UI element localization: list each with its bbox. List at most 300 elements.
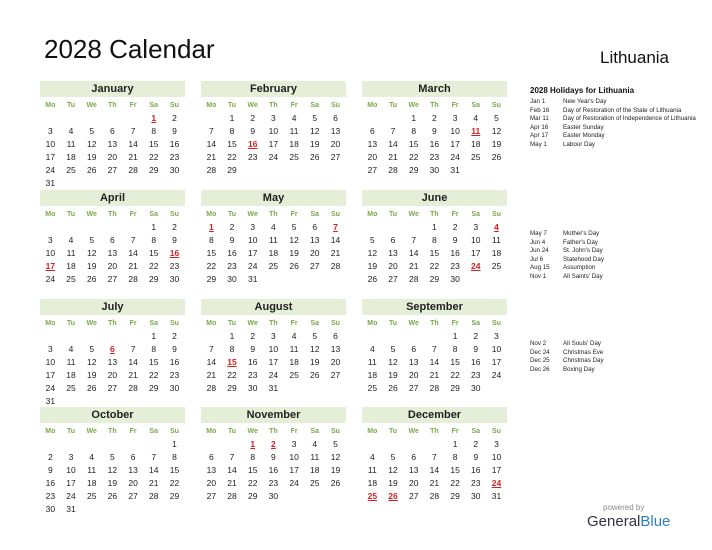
day-cell: 21 <box>429 370 440 381</box>
holiday-date: Apr 17 <box>530 132 549 140</box>
day-cell: 6 <box>110 235 115 246</box>
day-cell: 31 <box>268 383 279 394</box>
day-cell <box>61 112 82 125</box>
holiday-date: Nov 2 <box>530 340 547 347</box>
day-cell: 7 <box>130 344 136 355</box>
weekday-label: Sa <box>310 428 320 435</box>
month-april <box>40 190 185 286</box>
day-cell: 21 <box>408 261 419 272</box>
day-cell: 15 <box>429 248 440 259</box>
day-cell: 12 <box>388 465 398 476</box>
day-cell: 9 <box>473 344 479 355</box>
day-cell: 25 <box>471 152 481 163</box>
weekday-row <box>201 425 346 438</box>
holiday-date: Dec 26 <box>530 365 550 373</box>
holiday-day-cell: 2 <box>271 439 276 449</box>
month-march <box>362 81 507 177</box>
day-cell: 27 <box>206 491 217 502</box>
day-cell: 17 <box>45 152 56 163</box>
holiday-item <box>530 230 700 239</box>
day-cell: 9 <box>473 452 479 463</box>
day-cell: 31 <box>491 491 502 502</box>
day-cell <box>123 112 144 125</box>
powered-by-text: powered by <box>603 503 645 512</box>
day-cell: 8 <box>452 452 458 463</box>
weekday-label: Sa <box>310 211 320 218</box>
day-cell: 27 <box>408 383 419 394</box>
week-row <box>362 343 507 356</box>
day-cell: 25 <box>367 383 378 394</box>
day-cell: 18 <box>471 139 481 150</box>
day-cell <box>284 164 305 177</box>
day-cell: 18 <box>310 465 320 476</box>
weekday-label: Tu <box>67 428 76 435</box>
holiday-name: Labour Day <box>563 140 595 148</box>
day-cell: 11 <box>66 139 76 150</box>
day-cell <box>325 490 346 503</box>
day-cell: 29 <box>169 491 180 502</box>
week-row <box>362 464 507 477</box>
day-cell: 22 <box>149 370 159 381</box>
day-cell: 6 <box>130 452 136 463</box>
weekday-label: Mo <box>45 102 56 109</box>
day-cell <box>40 112 61 125</box>
day-cell <box>102 112 123 125</box>
day-cell: 7 <box>432 344 437 355</box>
day-cell: 23 <box>471 478 481 489</box>
day-cell <box>40 438 61 451</box>
week-row <box>40 369 185 382</box>
day-cell: 20 <box>367 152 378 163</box>
holiday-day-cell: 17 <box>45 261 56 272</box>
holiday-item <box>530 349 700 358</box>
day-cell: 29 <box>206 274 217 285</box>
day-cell: 25 <box>66 383 76 394</box>
day-cell: 23 <box>471 370 481 381</box>
day-cell <box>403 330 424 343</box>
day-cell <box>486 382 507 395</box>
day-cell: 9 <box>271 452 276 463</box>
day-cell: 31 <box>450 165 460 176</box>
day-cell: 7 <box>432 452 437 463</box>
day-cell: 11 <box>87 465 97 476</box>
day-cell: 19 <box>367 261 378 272</box>
day-cell: 1 <box>411 113 417 123</box>
day-cell: 22 <box>450 370 460 381</box>
day-cell: 3 <box>494 331 499 341</box>
month-december <box>362 407 507 503</box>
day-cell: 11 <box>310 452 320 463</box>
day-cell: 12 <box>86 139 97 150</box>
holiday-day-cell: 26 <box>388 491 398 502</box>
day-cell <box>263 273 284 286</box>
day-cell: 13 <box>330 344 341 355</box>
holiday-name: Easter Sunday <box>563 123 604 131</box>
day-cell: 14 <box>149 465 159 476</box>
day-cell: 15 <box>149 139 159 150</box>
weekday-label: Fr <box>129 320 137 327</box>
day-cell: 18 <box>66 152 76 163</box>
day-cell <box>123 330 144 343</box>
day-cell: 3 <box>47 126 53 137</box>
day-cell: 30 <box>471 383 481 394</box>
week-row <box>40 382 185 395</box>
month-june <box>362 190 507 286</box>
weekday-label: Th <box>430 211 439 218</box>
day-cell: 25 <box>491 261 502 272</box>
weekday-label: Th <box>430 320 439 327</box>
day-cell <box>263 164 284 177</box>
week-row <box>362 221 507 234</box>
weekday-row <box>201 208 346 221</box>
day-cell <box>201 438 222 451</box>
day-cell: 11 <box>268 235 278 246</box>
month-july <box>40 299 185 409</box>
day-cell <box>201 330 222 343</box>
day-cell: 8 <box>432 235 437 246</box>
week-row <box>40 273 185 286</box>
day-cell: 6 <box>369 126 375 137</box>
holiday-name: Father's Day <box>563 238 598 246</box>
weekday-row <box>362 208 507 221</box>
day-cell: 19 <box>289 248 299 259</box>
day-cell: 2 <box>432 113 437 123</box>
day-cell: 26 <box>330 478 341 489</box>
day-cell: 29 <box>149 165 159 176</box>
day-cell: 25 <box>66 165 76 176</box>
week-row <box>201 464 346 477</box>
day-cell: 14 <box>206 357 217 368</box>
holiday-name: All Saints' Day <box>563 272 603 280</box>
week-row <box>362 438 507 451</box>
day-cell: 15 <box>149 248 159 259</box>
day-cell: 27 <box>388 274 398 285</box>
day-cell: 26 <box>491 152 502 163</box>
day-cell: 23 <box>247 370 258 381</box>
brand-logo[interactable] <box>587 503 687 531</box>
day-cell <box>81 112 102 125</box>
day-cell: 10 <box>45 248 56 259</box>
day-cell: 24 <box>45 274 56 285</box>
day-cell: 22 <box>450 478 460 489</box>
day-cell: 30 <box>429 165 440 176</box>
day-cell: 28 <box>429 491 440 502</box>
holiday-date: Jun 4 <box>530 238 546 246</box>
day-cell: 4 <box>291 113 297 123</box>
week-row <box>201 490 346 503</box>
day-cell: 8 <box>411 126 417 137</box>
weekday-row <box>40 208 185 221</box>
day-cell: 20 <box>128 478 138 489</box>
day-cell: 5 <box>390 452 396 463</box>
weekday-label: Mo <box>367 102 378 109</box>
day-cell: 27 <box>128 491 138 502</box>
day-cell <box>325 273 346 286</box>
day-cell: 10 <box>268 344 279 355</box>
weekday-label: Th <box>108 211 117 218</box>
day-cell: 4 <box>89 452 95 463</box>
weekday-label: We <box>86 320 97 327</box>
holiday-item <box>530 107 700 116</box>
weekday-label: Su <box>491 428 501 435</box>
day-cell: 28 <box>206 165 217 176</box>
day-cell <box>486 164 507 177</box>
weekday-label: Sa <box>471 428 481 435</box>
day-cell: 2 <box>47 452 53 463</box>
day-cell: 19 <box>310 357 320 368</box>
day-cell: 12 <box>107 465 118 476</box>
day-cell <box>81 503 102 516</box>
weekday-label: Tu <box>228 211 237 218</box>
weekday-label: Fr <box>290 428 298 435</box>
day-cell: 25 <box>310 478 320 489</box>
weekday-label: Tu <box>67 211 76 218</box>
day-cell: 25 <box>268 261 279 272</box>
day-cell: 29 <box>227 165 237 176</box>
day-cell: 15 <box>149 357 159 368</box>
weekday-label: Tu <box>228 320 237 327</box>
week-row <box>40 164 185 177</box>
weekday-label: Fr <box>451 211 459 218</box>
weekday-label: Fr <box>290 211 298 218</box>
day-cell: 14 <box>227 465 237 476</box>
day-cell: 24 <box>66 491 76 502</box>
day-cell: 15 <box>450 357 460 368</box>
day-cell: 3 <box>291 439 297 449</box>
day-cell: 13 <box>107 357 118 368</box>
week-row <box>201 343 346 356</box>
day-cell: 14 <box>330 235 341 246</box>
weekday-label: Mo <box>206 428 217 435</box>
day-cell: 12 <box>330 452 341 463</box>
day-cell: 28 <box>149 491 159 502</box>
week-row <box>201 330 346 343</box>
day-cell: 12 <box>491 126 502 137</box>
month-header: November <box>201 407 346 423</box>
weekday-row <box>40 425 185 438</box>
holiday-name: Easter Monday <box>563 132 605 140</box>
weekday-label: Th <box>269 102 278 109</box>
day-cell: 8 <box>250 452 256 463</box>
day-cell: 9 <box>172 235 177 246</box>
weekday-label: We <box>408 320 419 327</box>
day-cell <box>81 438 102 451</box>
day-cell: 2 <box>250 331 256 341</box>
day-cell: 1 <box>151 222 157 232</box>
day-cell: 5 <box>494 113 499 123</box>
week-row <box>362 273 507 286</box>
week-row <box>201 125 346 138</box>
holiday-day-cell: 25 <box>367 491 378 502</box>
day-cell: 17 <box>450 139 460 150</box>
day-cell <box>123 177 144 190</box>
day-cell: 11 <box>492 235 501 246</box>
day-cell: 20 <box>107 370 118 381</box>
day-cell: 28 <box>429 383 440 394</box>
day-cell <box>81 221 102 234</box>
day-cell: 29 <box>450 491 460 502</box>
day-cell <box>465 164 486 177</box>
week-row <box>362 369 507 382</box>
day-cell: 29 <box>450 383 460 394</box>
day-cell: 24 <box>45 383 56 394</box>
day-cell: 21 <box>128 152 138 163</box>
week-row <box>40 247 185 260</box>
day-cell: 22 <box>206 261 217 272</box>
day-cell: 12 <box>310 126 320 137</box>
day-cell: 27 <box>107 274 118 285</box>
holiday-name: Christmas Day <box>563 357 604 365</box>
day-cell: 2 <box>229 222 235 232</box>
day-cell: 18 <box>268 248 279 259</box>
day-cell: 9 <box>250 126 256 137</box>
week-row <box>201 438 346 451</box>
weekday-label: Tu <box>389 428 398 435</box>
day-cell: 26 <box>388 383 398 394</box>
week-row <box>40 330 185 343</box>
day-cell: 28 <box>128 274 138 285</box>
day-cell: 23 <box>169 370 180 381</box>
week-row <box>40 490 185 503</box>
weekday-label: Su <box>330 320 340 327</box>
weekday-label: Sa <box>149 211 159 218</box>
week-row <box>40 503 185 516</box>
day-cell: 29 <box>429 274 440 285</box>
brand-name-blue: Blue <box>640 513 671 530</box>
week-row <box>40 260 185 273</box>
weekday-label: Mo <box>206 320 217 327</box>
day-cell: 19 <box>86 261 97 272</box>
day-cell: 10 <box>289 452 299 463</box>
weekday-row <box>362 99 507 112</box>
day-cell: 14 <box>408 248 419 259</box>
day-cell <box>102 221 123 234</box>
day-cell: 20 <box>330 357 341 368</box>
day-cell: 15 <box>450 465 460 476</box>
month-header: January <box>40 81 185 97</box>
day-cell <box>61 177 82 190</box>
day-cell <box>325 382 346 395</box>
holiday-date: Dec 24 <box>530 348 550 356</box>
week-row <box>362 260 507 273</box>
day-cell: 19 <box>388 478 398 489</box>
weekday-label: We <box>408 211 419 218</box>
month-header: June <box>362 190 507 206</box>
day-cell: 22 <box>227 370 237 381</box>
week-row <box>362 234 507 247</box>
day-cell <box>102 438 123 451</box>
weekday-label: Mo <box>45 320 56 327</box>
week-row <box>362 490 507 503</box>
week-row <box>362 125 507 138</box>
day-cell <box>123 503 144 516</box>
day-cell: 10 <box>268 126 279 137</box>
day-cell: 19 <box>86 370 97 381</box>
day-cell <box>362 330 383 343</box>
day-cell <box>143 503 164 516</box>
day-cell: 12 <box>388 357 398 368</box>
holiday-name: Mother's Day <box>563 230 600 237</box>
day-cell: 27 <box>330 152 341 163</box>
day-cell: 13 <box>310 235 320 246</box>
day-cell: 23 <box>247 152 258 163</box>
day-cell: 20 <box>408 478 419 489</box>
month-may <box>201 190 346 286</box>
holidays-title: 2028 Holidays for Lithuania <box>530 86 635 95</box>
weekday-row <box>201 99 346 112</box>
day-cell: 8 <box>151 235 157 246</box>
day-cell <box>424 330 445 343</box>
holiday-item <box>530 141 700 150</box>
day-cell: 3 <box>473 222 479 232</box>
weekday-row <box>40 99 185 112</box>
holiday-day-cell: 24 <box>471 261 481 272</box>
day-cell: 26 <box>289 261 299 272</box>
weekday-label: We <box>86 428 97 435</box>
day-cell <box>164 177 185 190</box>
week-row <box>40 438 185 451</box>
holiday-day-cell: 4 <box>494 222 499 232</box>
day-cell: 14 <box>429 357 440 368</box>
day-cell <box>61 221 82 234</box>
day-cell <box>362 438 383 451</box>
day-cell: 22 <box>149 261 159 272</box>
day-cell: 13 <box>330 126 341 137</box>
day-cell: 29 <box>149 383 159 394</box>
month-header: October <box>40 407 185 423</box>
day-cell: 11 <box>367 357 377 368</box>
day-cell: 8 <box>452 344 458 355</box>
weekday-label: Th <box>108 102 117 109</box>
day-cell: 21 <box>128 261 138 272</box>
day-cell: 6 <box>333 113 338 123</box>
week-row <box>201 451 346 464</box>
day-cell: 17 <box>289 465 299 476</box>
day-cell: 23 <box>429 152 440 163</box>
weekday-label: Sa <box>149 320 159 327</box>
week-row <box>362 112 507 125</box>
day-cell: 16 <box>227 248 237 259</box>
day-cell: 23 <box>227 261 237 272</box>
day-cell: 14 <box>429 465 440 476</box>
holiday-name: Christmas Eve <box>563 348 604 356</box>
weekday-label: Sa <box>471 320 481 327</box>
weekday-label: Fr <box>451 428 459 435</box>
day-cell: 10 <box>491 452 502 463</box>
day-cell: 2 <box>172 222 177 232</box>
day-cell: 13 <box>408 357 419 368</box>
day-cell: 24 <box>45 165 56 176</box>
day-cell: 4 <box>473 113 479 123</box>
day-cell: 12 <box>289 235 299 246</box>
brand-name <box>587 513 687 531</box>
week-row <box>362 164 507 177</box>
day-cell: 3 <box>271 113 276 123</box>
day-cell: 7 <box>151 452 157 463</box>
week-row <box>201 477 346 490</box>
day-cell: 11 <box>66 357 76 368</box>
day-cell: 16 <box>268 465 279 476</box>
day-cell <box>201 112 222 125</box>
day-cell: 28 <box>128 165 138 176</box>
day-cell: 24 <box>268 152 279 163</box>
day-cell: 25 <box>289 152 299 163</box>
weekday-label: Tu <box>228 428 237 435</box>
day-cell: 9 <box>229 235 235 246</box>
month-february <box>201 81 346 177</box>
day-cell <box>403 438 424 451</box>
day-cell: 2 <box>473 439 479 449</box>
